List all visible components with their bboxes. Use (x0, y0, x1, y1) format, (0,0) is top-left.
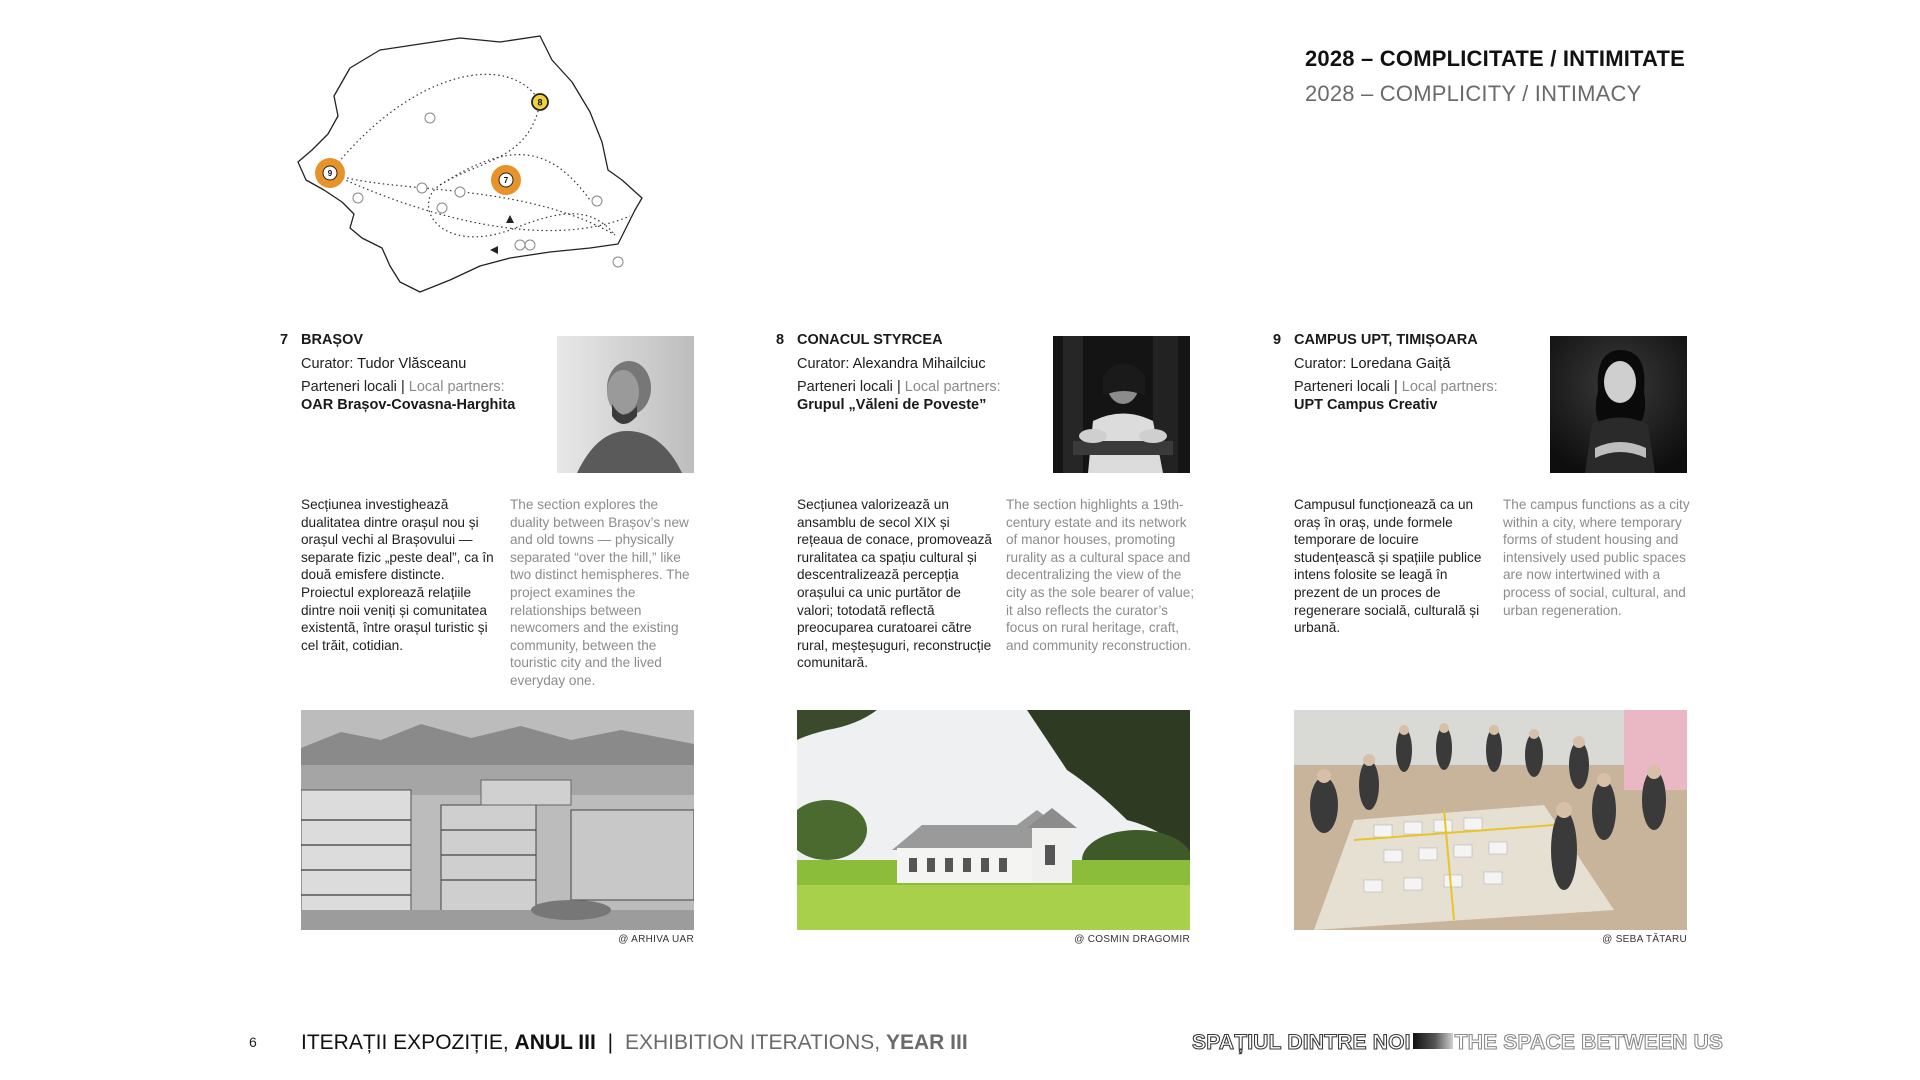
footer-ro-regular: ITERAȚII EXPOZIȚIE, (301, 1031, 515, 1054)
column-conacul-styrcea (776, 332, 1196, 952)
partners-line (1294, 379, 1544, 397)
section-title-en: 2028 – COMPLICITY / INTIMACY (1305, 81, 1642, 106)
photo-credit: @ COSMIN DRAGOMIR (1074, 934, 1190, 945)
curator-label: Curator: (301, 355, 354, 372)
route-arrow (490, 246, 498, 254)
location-photo (1294, 710, 1687, 930)
location-photo (797, 710, 1190, 930)
description-ro: Campusul funcționează ca un oraș în oraș, unde formele temporare de locuire studențească și spațiile publice intens folosite se leagă în prezent de un proces de regenerare socială, culturală și urbană. (1294, 497, 1482, 636)
footer-title (301, 1031, 968, 1055)
map-marker-small (455, 187, 465, 197)
partners-separator: | (400, 379, 405, 395)
curator-label: Curator: (797, 355, 850, 372)
map-marker-small (613, 257, 623, 267)
description-en: The section highlights a 19th-century estate and its network of manor houses, promoting rurality as a cultural space and decentralizing the view of the city as the sole bearer of value; it also reflects the curator’s focus on rural heritage, craft, and community reconstruction. (1006, 497, 1195, 653)
entry-name: CAMPUS UPT, TIMIȘOARA (1294, 332, 1478, 348)
entry-number: 7 (280, 332, 289, 348)
route-path-2 (330, 74, 543, 173)
curator-line (1294, 356, 1544, 374)
entry-name: CONACUL STYRCEA (797, 332, 943, 348)
description-ro: Secțiunea valorizează un ansamblu de secol XIX și rețeaua de conace, promovează ruralitatea ca spațiu cultural și descentralizează percepția orașului ca unic purtător de valori; totodată reflectă preocuparea curatoarei către rural, meșteșuguri, reconstrucție comunitară. (797, 497, 992, 671)
map-marker-9 (315, 158, 345, 188)
photo-credit: @ SEBA TĂTARU (1602, 934, 1687, 945)
partners-label-en: Local partners: (904, 379, 1001, 395)
partners-separator: | (1393, 379, 1398, 395)
curator-portrait (1550, 336, 1687, 473)
map-marker-small (353, 193, 363, 203)
description-ro: Secțiunea investighează dualitatea dintre orașul nou și orașul vechi al Brașovului — separate fizic „peste deal”, ca în două emisfere distincte. Proiectul explorează relațiile dintre noii veniți și comunitatea existentă, între orașul turistic și cel trăit, cotidian. (301, 497, 494, 653)
entry-number: 9 (1273, 332, 1282, 348)
romania-route-map (290, 30, 690, 300)
curator-portrait (1053, 336, 1190, 473)
curator-name: Tudor Vlăsceanu (357, 355, 467, 372)
entry-header (1294, 332, 1544, 414)
partners-label-ro: Parteneri locali (301, 379, 397, 395)
photo-credit: @ ARHIVA UAR (618, 934, 694, 945)
partners-label-en: Local partners: (408, 379, 505, 395)
svg-text:7: 7 (503, 176, 509, 185)
map-marker-small (515, 240, 525, 250)
route-path-3 (428, 102, 615, 237)
curator-line (301, 356, 551, 374)
entry-number: 8 (776, 332, 785, 348)
map-marker-small (425, 113, 435, 123)
partners-line (301, 379, 551, 397)
description-en: The campus functions as a city within a city, where temporary forms of student housing and intensively used public spaces are now intertwined with a process of social, cultural, and urban regeneration. (1503, 497, 1690, 618)
brand-gradient-bar (1413, 1033, 1453, 1049)
brand-ro: SPAȚIUL DINTRE NOI (1192, 1031, 1411, 1054)
partners-separator: | (896, 379, 901, 395)
entry-header (797, 332, 1047, 414)
curator-line (797, 356, 1047, 374)
partners-label-ro: Parteneri locali (1294, 379, 1390, 395)
column-brasov (280, 332, 700, 952)
svg-text:8: 8 (537, 97, 543, 108)
route-arrow (506, 215, 514, 223)
curator-portrait (557, 336, 694, 473)
map-marker-8 (532, 94, 548, 110)
partners-name: UPT Campus Creativ (1294, 396, 1438, 413)
partners-name: Grupul „Văleni de Poveste” (797, 396, 987, 413)
partners-line (797, 379, 1047, 397)
partners-label-en: Local partners: (1401, 379, 1498, 395)
svg-text:9: 9 (327, 169, 333, 178)
brand-en: THE SPACE BETWEEN US (1454, 1031, 1724, 1054)
curator-name: Alexandra Mihailciuc (852, 355, 986, 372)
curator-name: Loredana Gaiță (1350, 355, 1451, 372)
curator-label: Curator: (1294, 355, 1347, 372)
route-path-4 (330, 173, 630, 231)
footer-en-bold: YEAR III (885, 1031, 968, 1054)
map-marker-small (592, 196, 602, 206)
footer-separator: | (607, 1031, 614, 1054)
map-marker-small (437, 203, 447, 213)
map-marker-small (417, 183, 427, 193)
map-marker-7 (491, 165, 521, 195)
secondary-markers (353, 113, 623, 267)
route-path-1 (330, 173, 615, 235)
entry-name: BRAȘOV (301, 332, 364, 348)
footer-ro-bold: ANUL III (514, 1031, 596, 1054)
footer-en-regular: EXHIBITION ITERATIONS, (624, 1031, 886, 1054)
column-campus-upt (1273, 332, 1693, 952)
partners-name: OAR Brașov-Covasna-Harghita (301, 396, 516, 413)
map-marker-small (525, 240, 535, 250)
location-photo (301, 710, 694, 930)
romania-outline (298, 36, 642, 292)
page-number: 6 (249, 1034, 257, 1050)
section-title-ro: 2028 – COMPLICITATE / INTIMITATE (1305, 46, 1686, 71)
partners-label-ro: Parteneri locali (797, 379, 893, 395)
description-en: The section explores the duality between Brașov’s new and old towns — physically separated “over the hill,” like two distinct hemispheres. The project examines the relationships between newcomers and the existing community, between the touristic city and the lived everyday one. (510, 497, 690, 688)
entry-header (301, 332, 551, 414)
brand-logo (1192, 1031, 1723, 1055)
